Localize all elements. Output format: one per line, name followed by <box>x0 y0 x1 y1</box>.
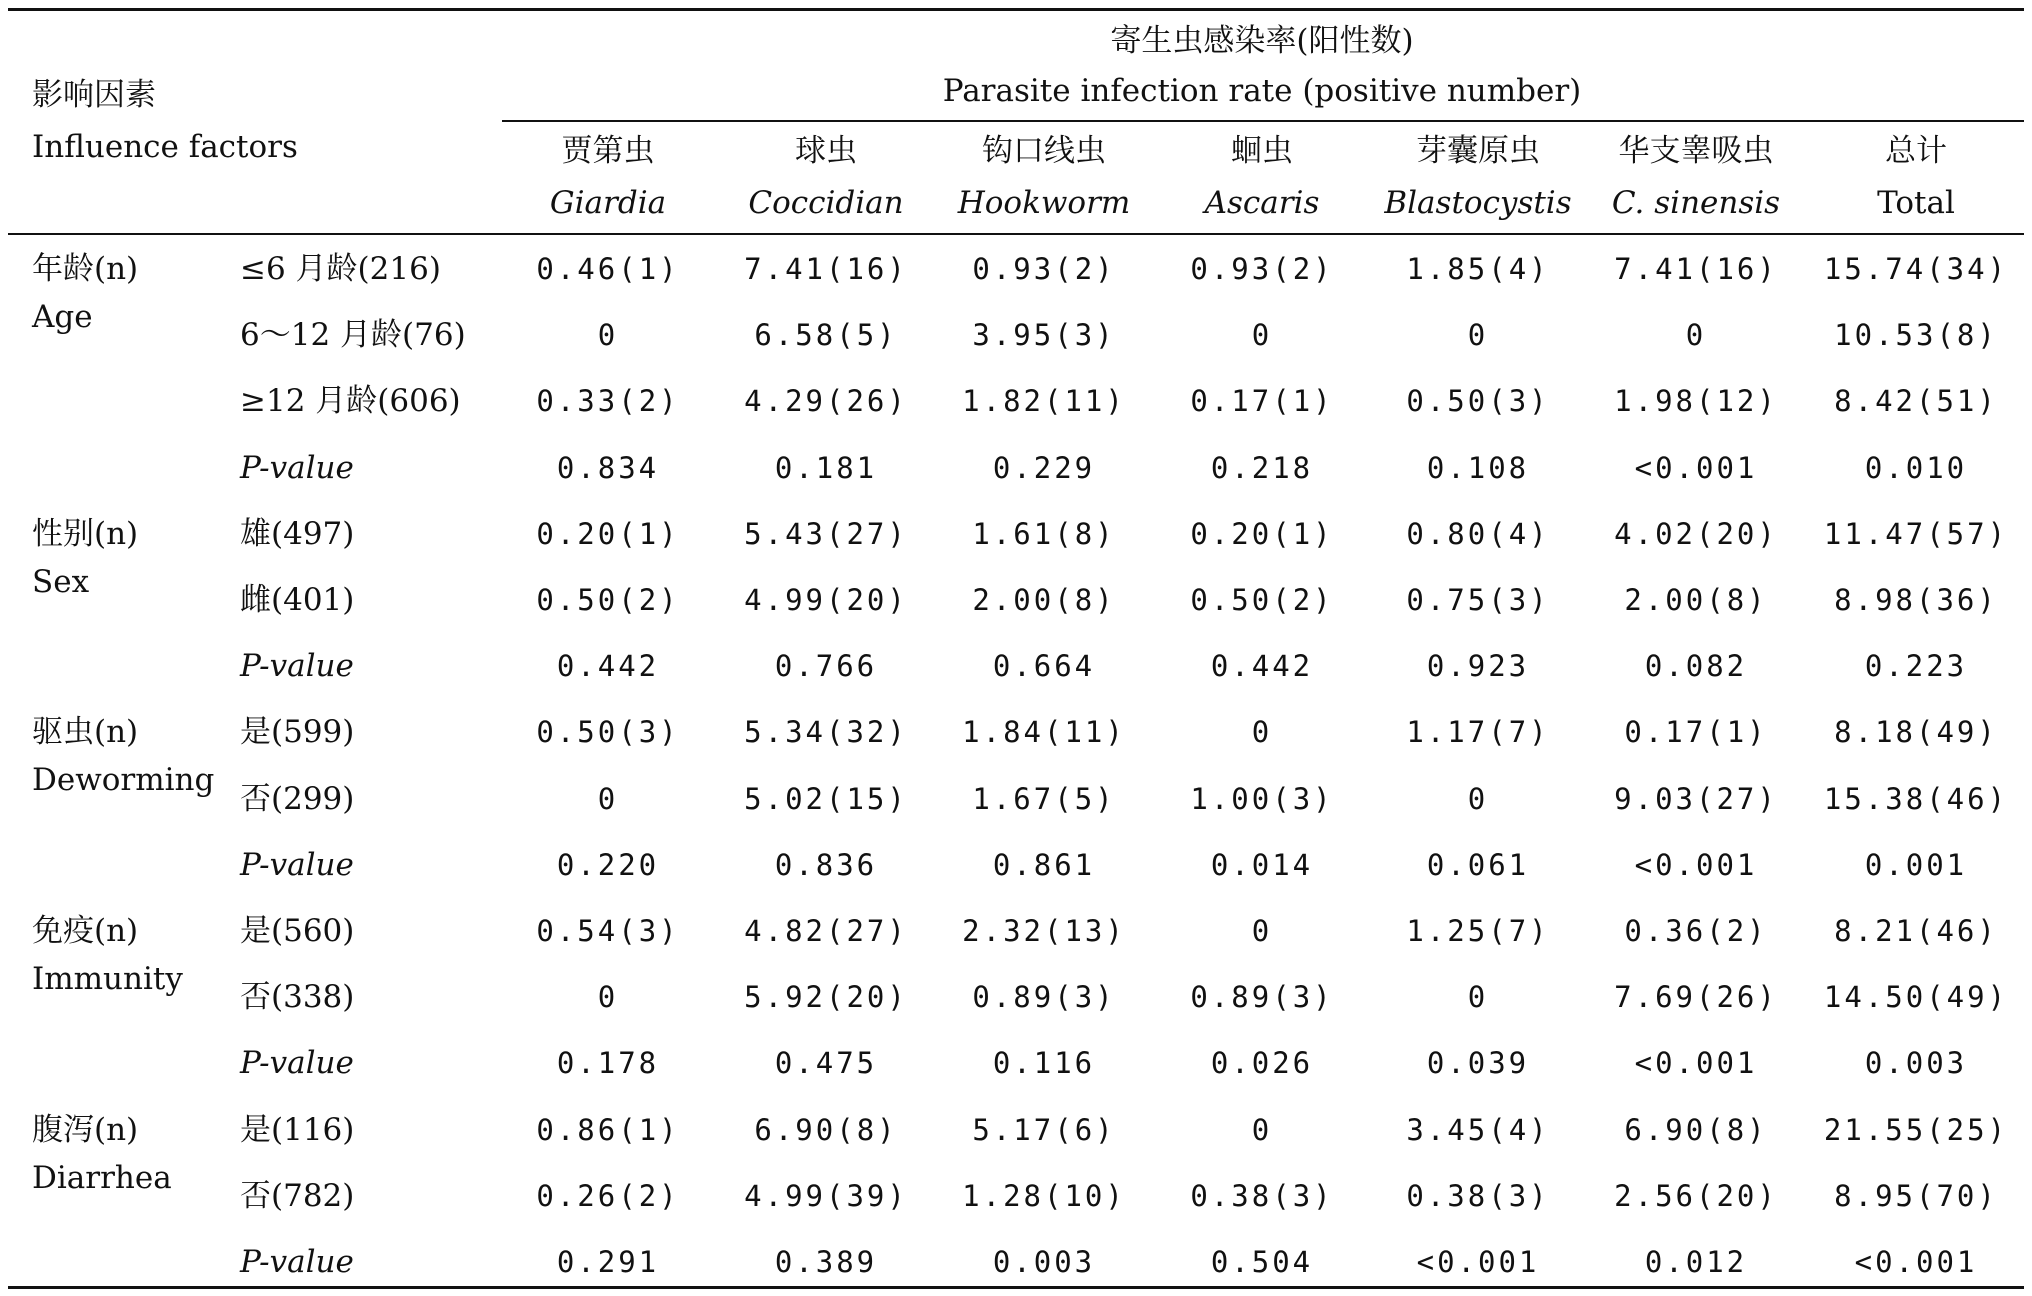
row-label: 是(116) <box>240 1111 355 1148</box>
table-cell: 0.178 <box>556 1046 660 1081</box>
table-cell: 0.17(1) <box>1624 715 1768 750</box>
table-cell: 5.43(27) <box>744 516 908 551</box>
table-cell: 0.220 <box>556 847 660 882</box>
table-cell: 1.61(8) <box>972 516 1116 551</box>
table-cell: 0.20(1) <box>536 516 680 551</box>
table-cell: 0.93(2) <box>972 252 1116 286</box>
table-cell: 0 <box>1251 715 1273 750</box>
table-cell: 3.45(4) <box>1406 1112 1550 1147</box>
group-label-en: Sex <box>32 563 90 600</box>
table-cell: 0.003 <box>992 1245 1096 1279</box>
table-cell: 5.92(20) <box>744 980 908 1015</box>
table-cell: 0 <box>1251 914 1273 948</box>
group-label-zh: 年龄(n) <box>32 251 139 287</box>
table-cell: 0.039 <box>1426 1046 1530 1081</box>
table-cell: 0.026 <box>1210 1046 1314 1081</box>
table-cell: 10.53(8) <box>1834 318 1998 353</box>
column-header-en: Hookworm <box>957 185 1131 221</box>
table-cell: 0.181 <box>774 450 878 485</box>
table-cell: 8.98(36) <box>1834 583 1998 617</box>
table-cell: 0.003 <box>1864 1046 1968 1081</box>
table-cell: 8.95(70) <box>1834 1178 1998 1213</box>
table-cell: 1.85(4) <box>1406 252 1550 286</box>
table-cell: 8.42(51) <box>1834 384 1998 419</box>
column-header-en: Coccidian <box>748 185 904 221</box>
factor-header-zh: 影响因素 <box>32 77 156 113</box>
table-cell: 0.475 <box>774 1046 878 1081</box>
table-cell: 3.95(3) <box>972 318 1116 353</box>
row-label: 雄(497) <box>240 515 355 552</box>
p-value-label: P-value <box>240 846 354 883</box>
table-cell: 5.17(6) <box>972 1112 1116 1147</box>
table-cell: 2.00(8) <box>1624 583 1768 617</box>
row-label: 是(560) <box>240 913 355 949</box>
column-header-en: Giardia <box>549 185 667 221</box>
column-header-zh: 钩口线虫 <box>982 133 1106 169</box>
column-header-en: Blastocystis <box>1384 185 1572 221</box>
factor-header-en: Influence factors <box>32 129 298 165</box>
table-cell: 0.836 <box>774 847 878 882</box>
group-label-zh: 驱虫(n) <box>32 714 139 751</box>
group-label-en: Age <box>32 299 93 335</box>
table-cell: 0.86(1) <box>536 1112 680 1147</box>
table-cell: <0.001 <box>1634 847 1758 882</box>
table-cell: 5.34(32) <box>744 715 908 750</box>
table-cell: 0.50(3) <box>536 715 680 750</box>
table-cell: 2.00(8) <box>972 583 1116 617</box>
table-cell: 1.25(7) <box>1406 914 1550 948</box>
p-value-label: P-value <box>240 1244 354 1280</box>
row-label: 雌(401) <box>240 582 355 618</box>
column-header-zh: 芽囊原虫 <box>1416 133 1540 169</box>
table-cell: 8.21(46) <box>1834 914 1998 948</box>
table-cell: 4.99(20) <box>744 583 908 617</box>
table-cell: 1.82(11) <box>962 384 1126 419</box>
p-value-label: P-value <box>240 648 354 685</box>
table-cell: 0.93(2) <box>1190 252 1334 286</box>
table-cell: 14.50(49) <box>1823 980 2009 1015</box>
table-cell: 0.218 <box>1210 450 1314 485</box>
table-cell: 0.20(1) <box>1190 516 1334 551</box>
table-cell: 8.18(49) <box>1834 715 1998 750</box>
header-bottom-rule <box>8 233 2024 235</box>
table-cell: 0.80(4) <box>1406 516 1550 551</box>
row-label: 否(338) <box>240 979 355 1016</box>
column-header-zh: 华支睾吸虫 <box>1618 133 1774 169</box>
table-cell: 0.75(3) <box>1406 583 1550 617</box>
table-cell: 0.116 <box>992 1046 1096 1081</box>
table-cell: <0.001 <box>1416 1245 1540 1279</box>
group-label-zh: 腹泻(n) <box>32 1111 139 1148</box>
table-cell: 1.17(7) <box>1406 715 1550 750</box>
table-cell: 0.229 <box>992 450 1096 485</box>
table-cell: 6.58(5) <box>754 318 898 353</box>
table-cell: 4.29(26) <box>744 384 908 419</box>
row-label: ≥12 月龄(606) <box>240 383 461 420</box>
column-header-en: C. sinensis <box>1611 185 1781 221</box>
table-cell: 0 <box>597 980 619 1015</box>
table-cell: <0.001 <box>1854 1245 1978 1279</box>
bottom-rule <box>8 1286 2024 1289</box>
table-cell: 5.02(15) <box>744 781 908 816</box>
table-cell: 0.33(2) <box>536 384 680 419</box>
table-cell: 0 <box>1467 781 1489 816</box>
table-cell: 0 <box>1467 980 1489 1015</box>
rate-header-en: Parasite infection rate (positive number) <box>942 73 1582 109</box>
table-cell: 0.082 <box>1644 649 1748 684</box>
table-cell: 9.03(27) <box>1614 781 1778 816</box>
table-cell: 0.442 <box>556 649 660 684</box>
rate-header-zh: 寄生虫感染率(阳性数) <box>1110 23 1414 59</box>
table-cell: 0.89(3) <box>972 980 1116 1015</box>
table-cell: 2.32(13) <box>962 914 1126 948</box>
group-label-zh: 性别(n) <box>32 515 139 552</box>
table-cell: 4.82(27) <box>744 914 908 948</box>
table-cell: 11.47(57) <box>1823 516 2009 551</box>
table-cell: 0.50(3) <box>1406 384 1550 419</box>
column-header-en: Ascaris <box>1204 185 1320 221</box>
table-cell: 0.834 <box>556 450 660 485</box>
table-cell: 7.69(26) <box>1614 980 1778 1015</box>
table-cell: 6.90(8) <box>1624 1112 1768 1147</box>
group-label-en: Immunity <box>32 961 183 997</box>
table-cell: 0.012 <box>1644 1245 1748 1279</box>
table-cell: 0.923 <box>1426 649 1530 684</box>
table-cell: 0.54(3) <box>536 914 680 948</box>
column-header-zh: 球虫 <box>795 133 857 169</box>
table-cell: 0.389 <box>774 1245 878 1279</box>
header-sub-rule <box>502 120 2024 122</box>
table-cell: 4.99(39) <box>744 1178 908 1213</box>
group-label-en: Diarrhea <box>32 1159 172 1196</box>
group-label-zh: 免疫(n) <box>32 913 139 949</box>
table-cell: 4.02(20) <box>1614 516 1778 551</box>
table-cell: 0 <box>1251 318 1273 353</box>
table-cell: 0.766 <box>774 649 878 684</box>
row-label: ≤6 月龄(216) <box>240 251 441 287</box>
table-cell: 0 <box>597 781 619 816</box>
row-label: 否(782) <box>240 1177 355 1214</box>
row-label: 是(599) <box>240 714 355 751</box>
table-cell: <0.001 <box>1634 450 1758 485</box>
table-cell: 0.26(2) <box>536 1178 680 1213</box>
table-cell: 1.98(12) <box>1614 384 1778 419</box>
p-value-label: P-value <box>240 1045 354 1082</box>
table-cell: 0.061 <box>1426 847 1530 882</box>
column-header-zh: 贾第虫 <box>561 133 655 169</box>
table-cell: 0.38(3) <box>1406 1178 1550 1213</box>
table-cell: 0.861 <box>992 847 1096 882</box>
table-cell: 1.28(10) <box>962 1178 1126 1213</box>
table-cell: 2.56(20) <box>1614 1178 1778 1213</box>
column-header-en: Total <box>1877 185 1955 221</box>
column-header-zh: 蛔虫 <box>1231 133 1293 169</box>
table-cell: 1.84(11) <box>962 715 1126 750</box>
table-cell: 0.664 <box>992 649 1096 684</box>
group-label-en: Deworming <box>32 762 215 799</box>
table-cell: <0.001 <box>1634 1046 1758 1081</box>
table-cell: 0.36(2) <box>1624 914 1768 948</box>
table-cell: 1.00(3) <box>1190 781 1334 816</box>
table-cell: 0.504 <box>1210 1245 1314 1279</box>
table-cell: 0.17(1) <box>1190 384 1334 419</box>
p-value-label: P-value <box>240 449 354 486</box>
table-cell: 0.50(2) <box>1190 583 1334 617</box>
table-cell: 0.46(1) <box>536 252 680 286</box>
table-cell: 0 <box>1685 318 1707 353</box>
table-cell: 1.67(5) <box>972 781 1116 816</box>
table-cell: 0.89(3) <box>1190 980 1334 1015</box>
table-cell: 0 <box>1251 1112 1273 1147</box>
table-cell: 21.55(25) <box>1823 1112 2009 1147</box>
table-cell: 0.38(3) <box>1190 1178 1334 1213</box>
table-cell: 15.74(34) <box>1823 252 2009 286</box>
table-cell: 7.41(16) <box>744 252 908 286</box>
table-cell: 15.38(46) <box>1823 781 2009 816</box>
table-cell: 7.41(16) <box>1614 252 1778 286</box>
table-cell: 0.442 <box>1210 649 1314 684</box>
column-header-zh: 总计 <box>1885 133 1947 169</box>
table-cell: 6.90(8) <box>754 1112 898 1147</box>
table-cell: 0 <box>597 318 619 353</box>
row-label: 否(299) <box>240 780 355 817</box>
table-cell: 0.223 <box>1864 649 1968 684</box>
row-label: 6～12 月龄(76) <box>240 317 466 354</box>
table-cell: 0 <box>1467 318 1489 353</box>
table-cell: 0.108 <box>1426 450 1530 485</box>
top-rule <box>8 8 2024 11</box>
table-cell: 0.291 <box>556 1245 660 1279</box>
table-cell: 0.010 <box>1864 450 1968 485</box>
table-cell: 0.001 <box>1864 847 1968 882</box>
table-cell: 0.014 <box>1210 847 1314 882</box>
table-cell: 0.50(2) <box>536 583 680 617</box>
